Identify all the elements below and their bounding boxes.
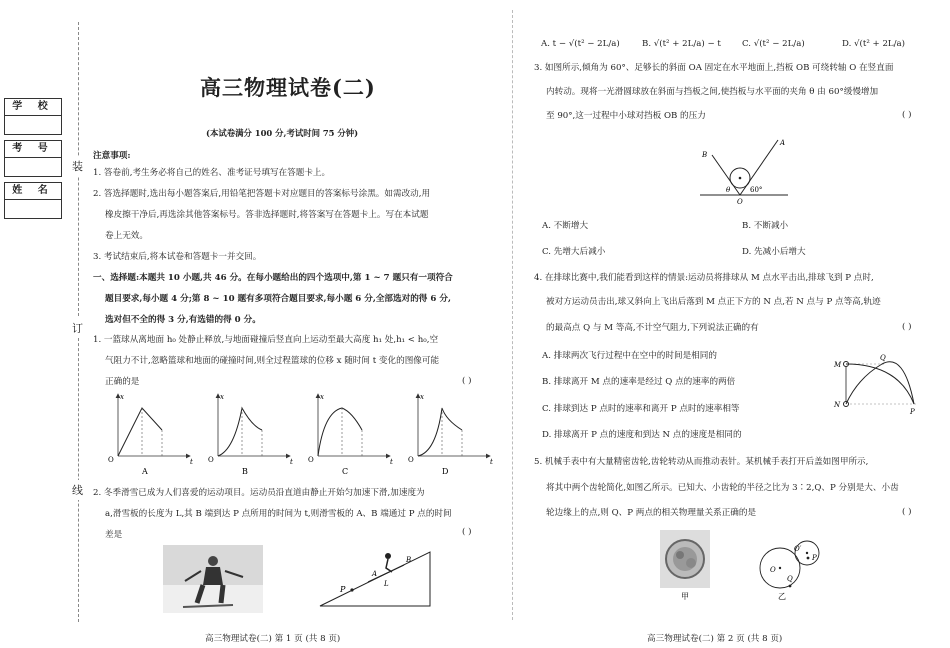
q1-c-origin: O <box>308 456 314 464</box>
q4-label-n: N <box>834 401 841 409</box>
q5-label-oprime: O′ <box>794 545 802 553</box>
q4-option-b[interactable]: B. 排球离开 M 点的速率是经过 Q 点的速率的两倍 <box>542 377 736 387</box>
q5-answer-paren[interactable]: ( ) <box>902 507 912 517</box>
q5-line-2: 将其中两个齿轮简化,如图乙所示。已知大、小齿轮的半径之比为 3∶2,Q、P 分别是大、小齿 <box>546 483 899 493</box>
q5-line-3: 轮边缘上的点,则 Q、P 两点的相关物理量关系正确的是 <box>546 508 757 518</box>
q3-label-60: 60° <box>750 186 763 194</box>
q3-line-3: 至 90°,这一过程中小球对挡板 OB 的压力 <box>546 111 706 121</box>
q3-line-1: 3. 如图所示,倾角为 60°、足够长的斜面 OA 固定在水平地面上,挡板 OB 可绕转轴 O 在竖直面 <box>534 63 894 73</box>
q2-line-3: 差是 <box>105 530 123 540</box>
name-field <box>4 182 62 219</box>
section-line-1: 一、选择题:本题共 10 小题,共 46 分。在每小题给出的四个选项中,第 1 ~ 7 题只有一项符合 <box>93 273 453 283</box>
q5-label-p: P <box>812 554 817 562</box>
note-3: 3. 考试结束后,将本试卷和答题卡一并交回。 <box>93 252 262 262</box>
notes-heading: 注意事项: <box>93 151 131 161</box>
q1-graph-label-a: A <box>142 467 148 476</box>
q4-option-a[interactable]: A. 排球两次飞行过程中在空中的时间是相同的 <box>542 351 717 361</box>
q2-line-1: 2. 冬季滑雪已成为人们喜爱的运动项目。运动员沿直道由静止开始匀加速下滑,加速度为 <box>93 488 425 498</box>
q1-line-3: 正确的是 <box>105 377 140 387</box>
q1-b-xaxis: t <box>290 458 293 466</box>
q1-b-origin: O <box>208 456 214 464</box>
note-2-cont2: 卷上无效。 <box>105 231 148 241</box>
school-field <box>4 98 62 135</box>
q3-label-theta: θ <box>726 186 731 194</box>
q1-line-2: 气阻力不计,忽略篮球和地面的碰撞时间,则全过程篮球的位移 x 随时间 t 变化的图像可能 <box>105 356 440 366</box>
q5-label-o: O <box>770 566 776 574</box>
q3-label-o: O <box>737 198 743 206</box>
q3-option-b[interactable]: B. 不断减小 <box>742 221 789 231</box>
q3-option-c[interactable]: C. 先增大后减小 <box>542 247 606 257</box>
q2-option-d[interactable]: D. √(t² + 2L/a) <box>842 39 905 49</box>
q1-graphs <box>100 390 500 480</box>
q1-answer-paren[interactable]: ( ) <box>462 376 472 386</box>
q5-caption-yi: 乙 <box>778 592 786 601</box>
q1-graph-d <box>408 393 493 476</box>
q1-line-1: 1. 一篮球从离地面 h₀ 处静止释放,与地面碰撞后竖直向上运动至最大高度 h₁ 处,h₁ < h₀,空 <box>93 335 439 345</box>
q1-graph-label-c: C <box>342 467 349 476</box>
q1-b-yaxis: x <box>220 393 224 401</box>
q3-option-a[interactable]: A. 不断增大 <box>542 221 589 231</box>
q1-a-xaxis: t <box>190 458 193 466</box>
q2-slope-figure <box>318 548 436 610</box>
q2-answer-paren[interactable]: ( ) <box>462 527 472 537</box>
exam-title: 高三物理试卷(二) <box>200 75 376 100</box>
footer-page-1: 高三物理试卷(二) 第 1 页 (共 8 页) <box>205 634 341 644</box>
q4-label-m: M <box>834 361 842 369</box>
q1-d-yaxis: x <box>420 393 424 401</box>
q1-c-yaxis: x <box>320 393 324 401</box>
q3-figure <box>700 135 790 207</box>
section-line-3: 选对但不全的得 3 分,有选错的得 0 分。 <box>105 315 261 325</box>
q2-label-l: L <box>384 580 389 588</box>
q3-answer-paren[interactable]: ( ) <box>902 110 912 120</box>
q4-figure <box>828 352 938 416</box>
q4-option-d[interactable]: D. 排球离开 P 点的速度和到达 N 点的速度是相同的 <box>542 430 742 440</box>
q1-graph-label-b: B <box>242 467 248 476</box>
q4-answer-paren[interactable]: ( ) <box>902 322 912 332</box>
q2-line-2: a,滑雪板的长度为 L,其 B 端到达 P 点所用的时间为 t,则滑雪板的 A、B 端通过 P 点的时间 <box>105 509 452 519</box>
exam-number-blank <box>5 158 61 176</box>
school-blank <box>5 116 61 134</box>
q4-line-2: 被对方运动员击出,球又斜向上飞出后落到 M 点正下方的 N 点,若 N 点与 P 点等高,轨迹 <box>546 297 881 307</box>
q3-option-d[interactable]: D. 先减小后增大 <box>742 247 806 257</box>
q2-option-a[interactable]: A. t − √(t² − 2L/a) <box>541 39 620 49</box>
q2-option-b[interactable]: B. √(t² + 2L/a) − t <box>642 39 721 49</box>
school-label: 学 校 <box>5 99 61 116</box>
q5-gear-figure <box>752 536 832 602</box>
q2-label-p: P <box>340 585 346 594</box>
q1-graph-c <box>308 393 393 476</box>
section-line-2: 题目要求,每小题 4 分;第 8 ~ 10 题有多项符合题目要求,每小题 6 分,全部选对的得 6 分, <box>105 294 451 304</box>
q5-label-q: Q <box>787 575 793 583</box>
note-2-cont: 橡皮擦干净后,再选涂其他答案标号。答非选择题时,将答案写在答题卡上。写在本试题 <box>105 210 429 220</box>
name-blank <box>5 200 61 218</box>
q1-graph-a <box>108 393 193 476</box>
exam-subtitle: (本试卷满分 100 分,考试时间 75 分钟) <box>206 128 359 138</box>
q5-caption-jia: 甲 <box>681 592 689 600</box>
q3-label-b: B <box>702 151 708 159</box>
q1-a-origin: O <box>108 456 114 464</box>
note-1: 1. 答卷前,考生务必将自己的姓名、准考证号填写在答题卡上。 <box>93 168 331 178</box>
q1-graph-label-d: D <box>442 467 449 476</box>
q3-line-2: 内转动。现将一光滑圆球放在斜面与挡板之间,使挡板与水平面的夹角 θ 由 60°缓慢增加 <box>546 87 879 97</box>
q4-option-c[interactable]: C. 排球到达 P 点时的速率和离开 P 点时的速率相等 <box>542 404 740 414</box>
q4-line-3: 的最高点 Q 与 M 等高,不计空气阻力,下列说法正确的有 <box>546 323 759 333</box>
q1-d-origin: O <box>408 456 414 464</box>
q4-line-1: 4. 在排球比赛中,我们能看到这样的情景:运动员将排球从 M 点水平击出,排球飞到 P 点时, <box>534 273 874 283</box>
note-2: 2. 答选择题时,选出每小题答案后,用铅笔把答题卡对应题目的答案标号涂黑。如需改动,用 <box>93 189 431 199</box>
binding-char-ding: 订 <box>72 318 83 338</box>
q5-watch-photo <box>660 530 710 600</box>
q2-option-c[interactable]: C. √(t² − 2L/a) <box>742 39 805 49</box>
q1-c-xaxis: t <box>390 458 393 466</box>
q2-label-a: A <box>372 570 378 578</box>
q3-label-a: A <box>780 139 786 147</box>
q4-label-p: P <box>910 408 915 416</box>
skier-photo <box>163 545 263 613</box>
q5-line-1: 5. 机械手表中有大量精密齿轮,齿轮转动从而推动表针。某机械手表打开后盖如图甲所示, <box>534 457 869 467</box>
exam-number-label: 考 号 <box>5 141 61 158</box>
q2-label-b: B <box>406 556 412 564</box>
q4-label-q: Q <box>880 354 886 362</box>
q1-d-xaxis: t <box>490 458 493 466</box>
q1-a-yaxis: x <box>120 393 124 401</box>
page-divider <box>512 10 513 620</box>
name-label: 姓 名 <box>5 183 61 200</box>
q1-graph-b <box>208 393 293 476</box>
footer-page-2: 高三物理试卷(二) 第 2 页 (共 8 页) <box>647 634 783 644</box>
exam-number-field <box>4 140 62 177</box>
binding-char-xian: 线 <box>72 480 83 500</box>
binding-char-zhuang: 装 <box>72 156 83 176</box>
